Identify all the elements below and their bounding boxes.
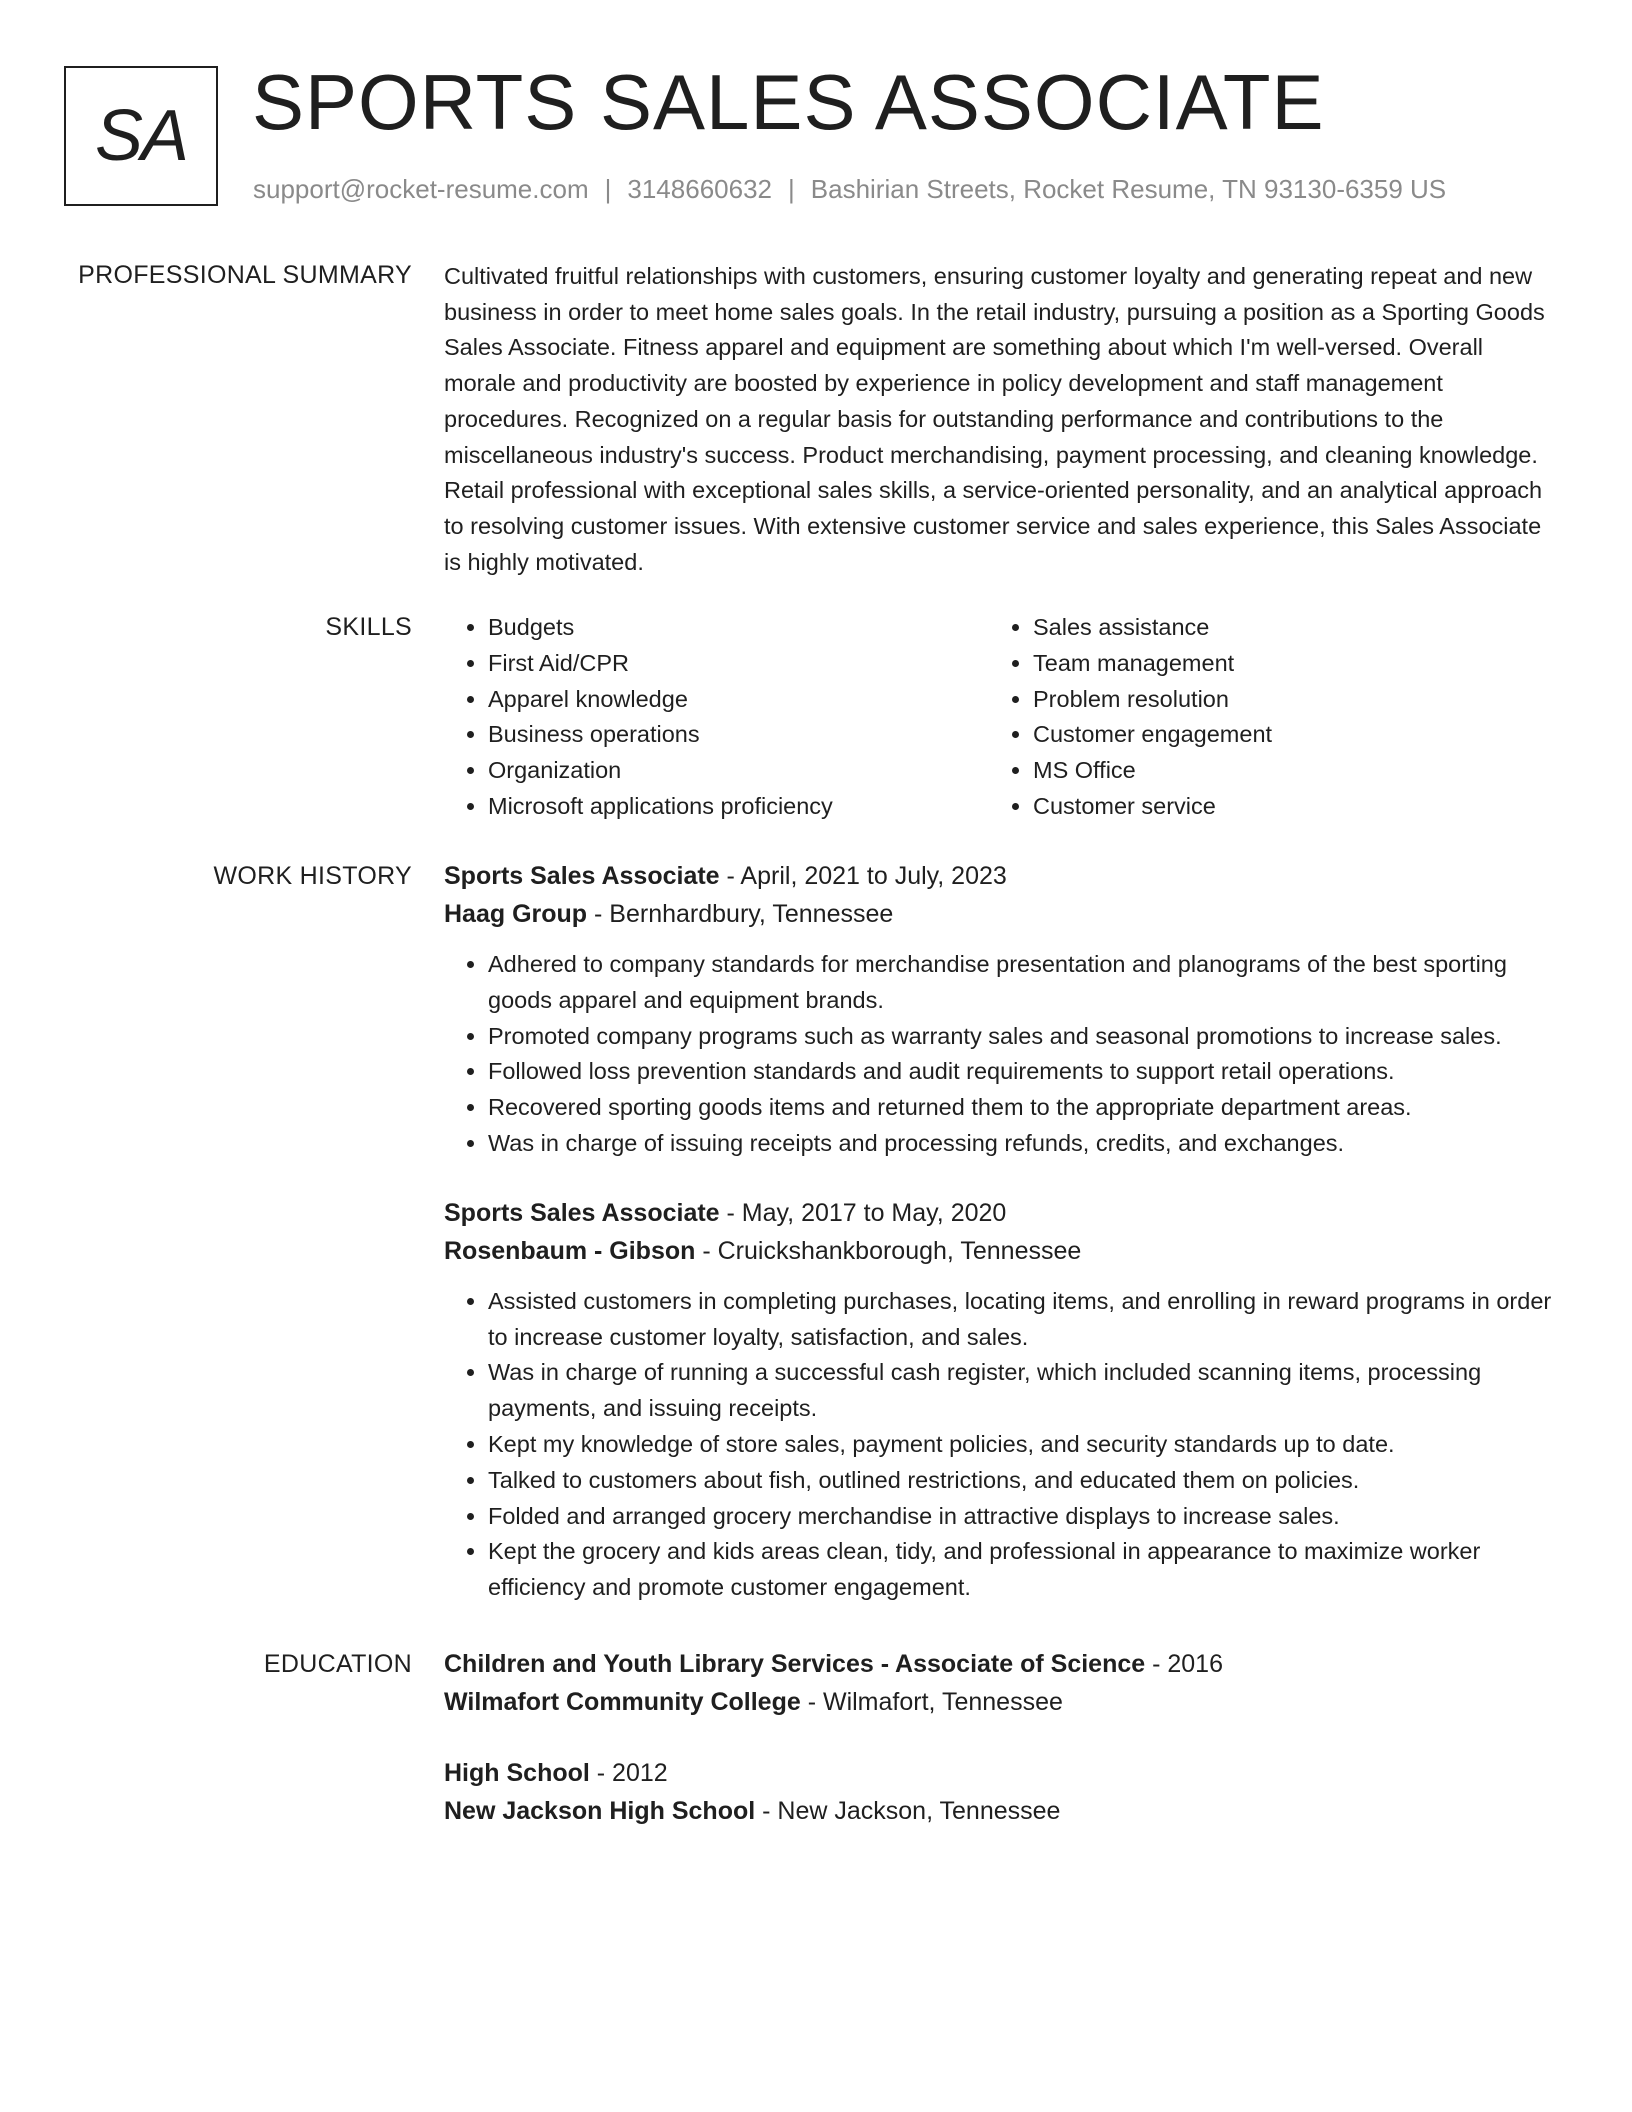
contact-line bbox=[253, 172, 1446, 206]
resume-title: SPORTS SALES ASSOCIATE bbox=[252, 58, 1325, 146]
contact-phone: 3148660632 bbox=[627, 174, 772, 204]
job-bullet: • Adhered to company standards for merchandise presentation and planograms of the best sporting goods apparel and equipment brands. bbox=[488, 947, 1556, 1019]
education-entry bbox=[444, 1754, 1556, 1830]
skill-item: • Team management bbox=[1033, 646, 1534, 682]
job-title: Sports Sales Associate bbox=[444, 1198, 720, 1227]
education-school-line bbox=[444, 1792, 1556, 1830]
skills-body bbox=[444, 610, 1556, 825]
education-body bbox=[444, 1645, 1556, 1830]
contact-separator: | bbox=[788, 174, 795, 204]
job-bullet: • Promoted company programs such as warranty sales and seasonal promotions to increase sales. bbox=[488, 1019, 1556, 1055]
skills-list-right bbox=[989, 610, 1534, 825]
education-heading: EDUCATION bbox=[263, 1650, 412, 1678]
job-bullet: • Was in charge of running a successful cash register, which included scanning items, processing payments, and issuing receipts. bbox=[488, 1355, 1556, 1427]
job-bullet: • Recovered sporting goods items and returned them to the appropriate department areas. bbox=[488, 1090, 1556, 1126]
job-title-line bbox=[444, 1194, 1556, 1232]
skill-item: • Business operations bbox=[488, 717, 989, 753]
job-bullet: • Assisted customers in completing purchases, locating items, and enrolling in reward programs in order to increase customer loyalty, satisfaction, and sales. bbox=[488, 1284, 1556, 1356]
job-title-line bbox=[444, 857, 1556, 895]
job-title: Sports Sales Associate bbox=[444, 862, 720, 890]
skill-item: • Sales assistance bbox=[1033, 610, 1534, 646]
skill-item: • Customer service bbox=[1033, 789, 1534, 825]
job-company: Haag Group bbox=[444, 900, 588, 928]
job-bullet: • Folded and arranged grocery merchandise in attractive displays to increase sales. bbox=[488, 1499, 1556, 1535]
education-school: Wilmafort Community College bbox=[444, 1688, 801, 1716]
education-year: - 2012 bbox=[589, 1759, 668, 1787]
work-body bbox=[444, 857, 1556, 1606]
skill-item: • Apparel knowledge bbox=[488, 682, 989, 718]
contact-address: Bashirian Streets, Rocket Resume, TN 93130-6359 US bbox=[810, 174, 1447, 204]
job-dates: - April, 2021 to July, 2023 bbox=[719, 862, 1007, 890]
education-school: New Jackson High School bbox=[444, 1797, 756, 1825]
skill-item: • MS Office bbox=[1033, 753, 1534, 789]
skill-item: • Problem resolution bbox=[1033, 682, 1534, 718]
job-location: - Cruickshankborough, Tennessee bbox=[695, 1236, 1082, 1265]
summary-heading: PROFESSIONAL SUMMARY bbox=[78, 261, 412, 289]
skill-item: • Organization bbox=[488, 753, 989, 789]
monogram-box bbox=[64, 66, 218, 206]
job-dates: - May, 2017 to May, 2020 bbox=[719, 1198, 1007, 1227]
education-location: - Wilmafort, Tennessee bbox=[800, 1688, 1063, 1716]
job-location: - Bernhardbury, Tennessee bbox=[587, 900, 894, 928]
skills-list-left bbox=[444, 610, 989, 825]
job-bullets bbox=[444, 1284, 1556, 1606]
job-bullet: • Followed loss prevention standards and audit requirements to support retail operations. bbox=[488, 1054, 1556, 1090]
education-year: - 2016 bbox=[1145, 1650, 1223, 1678]
education-entry bbox=[444, 1645, 1556, 1721]
skills-grid bbox=[444, 610, 1556, 825]
job-entry bbox=[444, 1194, 1556, 1606]
work-heading: WORK HISTORY bbox=[213, 862, 412, 890]
education-degree: Children and Youth Library Services - Associate of Science bbox=[444, 1650, 1146, 1678]
job-company-line bbox=[444, 895, 1556, 933]
job-bullet: • Kept the grocery and kids areas clean, tidy, and professional in appearance to maximize worker efficiency and promote customer engagement. bbox=[488, 1534, 1556, 1606]
job-bullet: • Talked to customers about fish, outlined restrictions, and educated them on policies. bbox=[488, 1463, 1556, 1499]
skill-item: • Budgets bbox=[488, 610, 989, 646]
job-entry bbox=[444, 857, 1556, 1162]
skill-item: • Customer engagement bbox=[1033, 717, 1534, 753]
contact-email: support@rocket-resume.com bbox=[253, 174, 589, 204]
summary-text: Cultivated fruitful relationships with customers, ensuring customer loyalty and generating repeat and new business in order to meet home sales goals. In the retail industry, pursuing a position as a Sporting Goods Sales Associate. Fitness apparel and equipment are something about which I'm well-versed. Overall morale and productivity are boosted by experience in policy development and staff management procedures. Recognized on a regular basis for outstanding performance and contributions to the miscellaneous industry's success. Product merchandising, payment processing, and cleaning knowledge. Retail professional with exceptional sales skills, a service-oriented personality, and an analytical approach to resolving customer issues. With extensive customer service and sales experience, this Sales Associate is highly motivated. bbox=[444, 263, 1545, 575]
job-company-line bbox=[444, 1232, 1556, 1270]
job-bullet: • Kept my knowledge of store sales, payment policies, and security standards up to date. bbox=[488, 1427, 1556, 1463]
monogram-initials: SA bbox=[94, 96, 188, 176]
skill-item: • Microsoft applications proficiency bbox=[488, 789, 989, 825]
job-company: Rosenbaum - Gibson bbox=[444, 1236, 696, 1265]
education-degree-line bbox=[444, 1754, 1556, 1792]
education-school-line bbox=[444, 1683, 1556, 1721]
job-bullets bbox=[444, 947, 1556, 1162]
job-bullet: • Was in charge of issuing receipts and processing refunds, credits, and exchanges. bbox=[488, 1126, 1556, 1162]
skill-item: • First Aid/CPR bbox=[488, 646, 989, 682]
education-degree: High School bbox=[444, 1759, 590, 1787]
education-degree-line bbox=[444, 1645, 1556, 1683]
education-location: - New Jackson, Tennessee bbox=[755, 1797, 1061, 1825]
contact-separator: | bbox=[604, 174, 612, 204]
skills-heading: SKILLS bbox=[325, 613, 412, 641]
summary-body bbox=[444, 259, 1556, 580]
